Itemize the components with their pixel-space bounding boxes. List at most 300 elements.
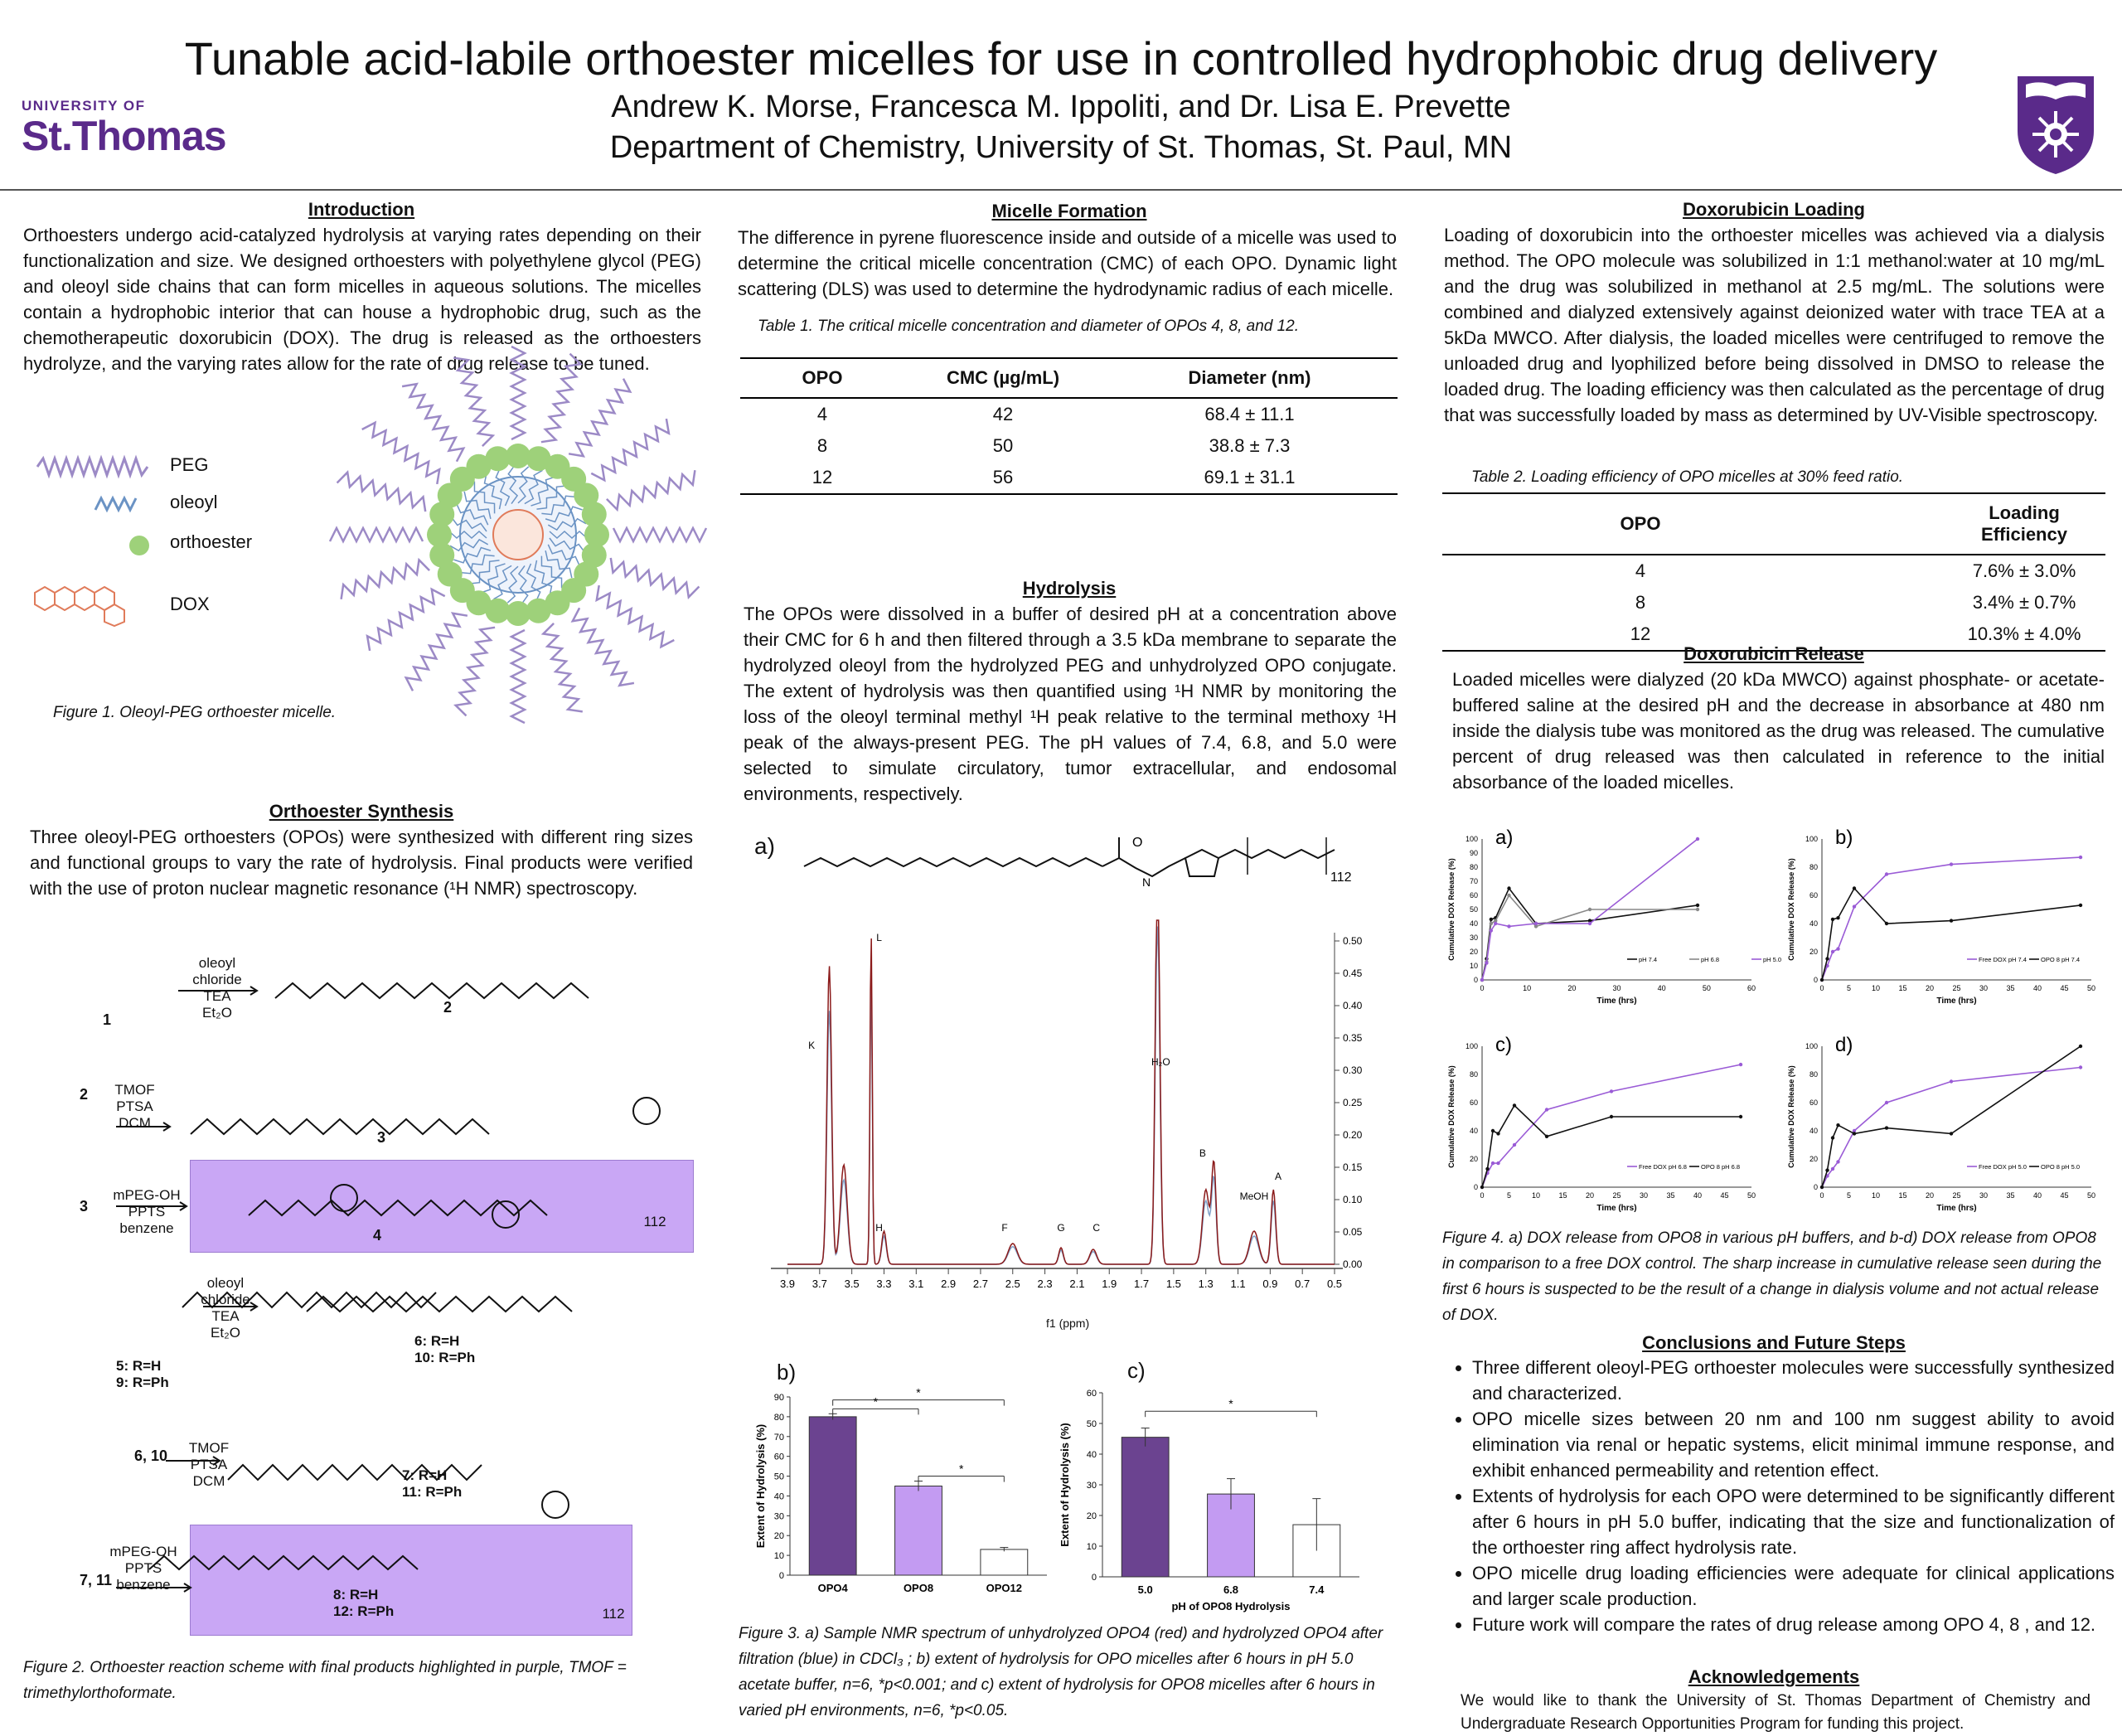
peg-chain <box>402 384 463 462</box>
y-tick-label: 50 <box>1469 905 1478 914</box>
introduction-text: Orthoesters undergo acid-catalyzed hydrolysis at varying rates depending on their functionalization and size. We designed orthoesters with polyethylene glycol (PEG) and oleoyl side chains that can form micelles in aqueous solutions. The micelles contain a hydrophobic interior that can house a hydrophobic drug, such as the chemotherapeutic doxorubicin (DOX). The drug is released as the orthoesters hydrolyze, and the varying rates allow for the rate of drug release to be tuned. <box>23 225 701 374</box>
table2-header-opo: OPO <box>1442 493 1943 555</box>
peg-chain <box>456 628 495 716</box>
x-tick-label: 15 <box>1558 1191 1567 1200</box>
nmr-x-tick-label: 2.7 <box>972 1278 988 1290</box>
nmr-x-tick-label: 2.3 <box>1037 1278 1053 1290</box>
y-tick-label: 0 <box>1813 976 1818 984</box>
nmr-y-tick-label: 0.35 <box>1343 1032 1363 1044</box>
step5-reagents: TMOF PTSA DCM <box>188 1440 230 1489</box>
significance-star: * <box>916 1385 921 1399</box>
y-tick-label: 30 <box>1086 1481 1097 1491</box>
y-tick-label: 80 <box>1469 1070 1478 1079</box>
x-tick-label: 35 <box>2006 984 2015 992</box>
fig4d-line-chart <box>1782 1028 2114 1235</box>
x-tick-label: 20 <box>1567 984 1577 992</box>
compound-4-label: 4 <box>373 1227 382 1244</box>
peg-chain <box>330 528 423 541</box>
data-point <box>1490 918 1493 921</box>
data-point <box>1494 922 1497 925</box>
x-tick-label: 35 <box>2006 1191 2015 1200</box>
data-point <box>1831 950 1834 953</box>
data-point <box>1513 1143 1516 1147</box>
svg-text:O: O <box>1132 836 1143 850</box>
peg-icon <box>37 458 148 475</box>
nmr-peak-label: MeOH <box>1239 1190 1269 1202</box>
fig4b-line-chart <box>1782 821 2114 1028</box>
y-tick-label: 40 <box>1086 1450 1097 1460</box>
y-axis-label: Extent of Hydrolysis (%) <box>1059 1423 1071 1547</box>
data-point <box>2079 1065 2082 1069</box>
peg-chain <box>367 589 445 651</box>
compound-3-label: 3 <box>377 1129 386 1146</box>
bar <box>895 1486 942 1576</box>
alkyl-chain <box>275 983 589 998</box>
synthesis-heading: Orthoester Synthesis <box>269 801 454 822</box>
peg-chain <box>453 358 492 446</box>
data-point <box>1739 1063 1742 1066</box>
y-axis-label: Cumulative DOX Release (%) <box>1447 858 1456 961</box>
peg-chain <box>541 354 580 443</box>
nmr-peak-label: K <box>808 1040 816 1051</box>
data-point <box>1950 1132 1953 1135</box>
nmr-peak-label: H₂O <box>1151 1056 1170 1068</box>
data-point <box>1820 1186 1824 1189</box>
table-cell: 4 <box>1635 560 1646 581</box>
table1-header-diameter: Diameter (nm) <box>1102 358 1398 398</box>
data-point <box>1825 1168 1829 1171</box>
nmr-x-tick-label: 2.5 <box>1005 1278 1020 1290</box>
table-cell: 50 <box>992 435 1014 456</box>
category-label: OPO8 <box>903 1582 934 1594</box>
x-tick-label: 5 <box>1846 984 1852 992</box>
data-point <box>1836 947 1839 950</box>
x-tick-label: 40 <box>2032 984 2042 992</box>
nmr-y-tick-label: 0.00 <box>1343 1258 1363 1270</box>
logo-top-text: UNIVERSITY OF <box>22 98 146 114</box>
x-tick-label: 40 <box>2032 1191 2042 1200</box>
nmr-y-tick-label: 0.40 <box>1343 1000 1363 1011</box>
data-point <box>1588 922 1592 925</box>
poster-title: Tunable acid-labile orthoester micelles for use in controlled hydrophobic drug delivery <box>184 32 1938 85</box>
cmc-table <box>740 357 1398 495</box>
university-shield-icon <box>2014 73 2097 176</box>
y-tick-label: 0 <box>1813 1183 1818 1191</box>
step5-start-label: 6, 10 <box>134 1447 168 1464</box>
data-point <box>1885 922 1888 925</box>
y-tick-label: 50 <box>1086 1419 1097 1429</box>
legend-label: pH 5.0 <box>1763 956 1782 963</box>
table-cell: 7.6% ± 3.0% <box>1972 560 2076 581</box>
data-point <box>1825 957 1829 960</box>
data-point <box>1545 1108 1548 1111</box>
step2-reagents: TMOF PTSA DCM <box>114 1082 155 1131</box>
nmr-x-tick-label: 1.9 <box>1102 1278 1117 1290</box>
hydrolysis-heading: Hydrolysis <box>1022 578 1117 599</box>
table-cell: 10.3% ± 4.0% <box>1943 618 2105 651</box>
data-point <box>1820 978 1824 982</box>
nmr-peak-label: L <box>876 932 882 943</box>
y-tick-label: 20 <box>1469 948 1478 956</box>
y-tick-label: 20 <box>1809 948 1818 956</box>
x-tick-label: 10 <box>1871 984 1881 992</box>
introduction-heading: Introduction <box>308 199 415 220</box>
data-point <box>1696 837 1699 841</box>
conclusions-heading: Conclusions and Future Steps <box>1642 1332 1906 1353</box>
x-axis-label: pH of OPO8 Hydrolysis <box>1171 1600 1291 1612</box>
bar <box>981 1549 1028 1575</box>
acknowledgements-text: We would like to thank the University of St. Thomas Department of Chemistry and Undergraduate Research Opportunities Program for funding this project. <box>1461 1692 2091 1733</box>
y-tick-label: 70 <box>1469 877 1478 885</box>
figure2-caption: Figure 2. Orthoester reaction scheme with final products highlighted in purple, TMOF = trimethylorthoformate. <box>23 1659 627 1702</box>
bar <box>1122 1438 1169 1577</box>
y-axis-label: Cumulative DOX Release (%) <box>1447 1065 1456 1168</box>
y-tick-label: 0 <box>1473 1183 1478 1191</box>
list-item: • Three different oleoyl-PEG orthoester molecules were successfully synthesized and characterized. <box>1472 1355 2115 1406</box>
x-tick-label: 50 <box>1747 1191 1756 1200</box>
table2-header-efficiency: Loading Efficiency <box>1943 493 2105 555</box>
significance-star: * <box>1228 1397 1233 1411</box>
y-tick-label: 80 <box>773 1412 784 1423</box>
nmr-peak-label: C <box>1092 1222 1101 1234</box>
legend-label: Free DOX pH 5.0 <box>1979 1163 2027 1171</box>
svg-text:N: N <box>1142 875 1151 889</box>
panel-label: d) <box>1835 1034 1853 1056</box>
x-tick-label: 20 <box>1585 1191 1595 1200</box>
peg-chain <box>607 470 695 509</box>
legend-label: OPO 8 pH 6.8 <box>1701 1163 1741 1171</box>
data-point <box>1836 916 1839 919</box>
y-tick-label: 30 <box>1469 933 1478 942</box>
y-tick-label: 0 <box>1473 976 1478 984</box>
data-point <box>1480 978 1484 982</box>
x-tick-label: 30 <box>1639 1191 1649 1200</box>
step6-reagents: mPEG-OH PPTS benzene <box>109 1544 177 1593</box>
x-tick-label: 5 <box>1846 1191 1852 1200</box>
data-point <box>1496 1132 1499 1135</box>
table-cell: 4 <box>816 404 828 424</box>
table-cell: 3.4% ± 0.7% <box>1972 592 2076 613</box>
table-cell: 8 <box>1635 592 1646 613</box>
y-tick-label: 60 <box>1809 1098 1818 1107</box>
list-item: • OPO micelle sizes between 20 nm and 100 nm suggest ability to avoid elimination via renal or hepatic systems, elicit minimal immune response, and exhibit enhanced permeability and retention effect. <box>1472 1406 2115 1483</box>
data-point <box>1480 1186 1484 1189</box>
data-point <box>1831 918 1834 921</box>
data-point <box>1696 904 1699 907</box>
data-point <box>1853 904 1856 908</box>
x-tick-label: 50 <box>2086 984 2096 992</box>
y-tick-label: 100 <box>1465 835 1478 843</box>
table-cell: 56 <box>904 462 1102 494</box>
y-tick-label: 40 <box>773 1491 784 1502</box>
nmr-x-tick-label: 2.1 <box>1069 1278 1085 1290</box>
data-point <box>1696 908 1699 911</box>
peg-chain <box>406 613 468 691</box>
x-axis-label: Time (hrs) <box>1936 997 1977 1006</box>
data-point <box>1491 1129 1495 1132</box>
x-axis-label: Time (hrs) <box>1936 1204 1977 1213</box>
alkyl-chain <box>191 1119 489 1134</box>
dox-icon <box>35 587 124 626</box>
peg-chain <box>569 379 630 457</box>
data-point <box>1853 1132 1856 1135</box>
y-tick-label: 60 <box>1809 891 1818 900</box>
nmr-x-tick-label: 3.5 <box>844 1278 860 1290</box>
y-tick-label: 80 <box>1809 1070 1818 1079</box>
x-tick-label: 5 <box>1506 1191 1512 1200</box>
peg-chain <box>613 528 706 541</box>
dioxolane-ring <box>331 1185 357 1211</box>
data-point <box>1885 1126 1888 1129</box>
table-cell: 12 <box>1442 618 1943 651</box>
dox-loading-heading: Doxorubicin Loading <box>1683 199 1865 220</box>
alkyl-chain <box>249 1200 547 1215</box>
y-tick-label: 40 <box>1469 919 1478 928</box>
nmr-x-tick-label: 3.1 <box>908 1278 924 1290</box>
significance-star: * <box>958 1462 964 1476</box>
nmr-x-tick-label: 3.3 <box>876 1278 892 1290</box>
y-tick-label: 40 <box>1809 1127 1818 1135</box>
data-point <box>2079 1045 2082 1048</box>
peg-chain <box>342 560 429 599</box>
x-tick-label: 50 <box>1702 984 1711 992</box>
x-tick-label: 35 <box>1666 1191 1675 1200</box>
y-tick-label: 100 <box>1805 1042 1818 1050</box>
step6-start-label: 7, 11 <box>80 1572 113 1588</box>
y-tick-label: 100 <box>1805 835 1818 843</box>
y-tick-label: 60 <box>773 1452 784 1462</box>
peg-chain <box>511 630 525 723</box>
series-line <box>1822 889 2081 981</box>
peg-repeat-n-4: 112 <box>643 1214 666 1229</box>
compound-2-label: 2 <box>443 999 453 1016</box>
data-point <box>1490 922 1493 925</box>
nmr-y-tick-label: 0.45 <box>1343 967 1363 979</box>
x-tick-label: 40 <box>1693 1191 1703 1200</box>
y-tick-label: 90 <box>1469 849 1478 857</box>
x-tick-label: 30 <box>1612 984 1621 992</box>
peg-chain <box>362 423 440 484</box>
dox-release-text: Loaded micelles were dialyzed (20 kDa MWCO) against phosphate- or acetate-buffered saline at the desired pH and the decrease in absorbance at 480 nm inside the dialysis tube was monitored as the drug was released. The cumulative percent of drug released was then calculated in reference to the initial absorbance of the loaded micelles. <box>1452 669 2105 793</box>
nmr-x-tick-label: 1.5 <box>1165 1278 1181 1290</box>
table2-caption: Table 2. Loading efficiency of OPO micelles at 30% feed ratio. <box>1471 468 1904 486</box>
data-point <box>1491 1161 1495 1165</box>
category-label: OPO12 <box>986 1582 1023 1594</box>
logo-main-text: St.Thomas <box>22 113 226 159</box>
orthoester-bead <box>582 502 607 526</box>
y-tick-label: 20 <box>1469 1155 1478 1163</box>
dioxane-ring <box>542 1491 569 1518</box>
opo4-structure <box>787 817 1368 916</box>
peg-chain <box>591 419 669 480</box>
hydrolysis-text: The OPOs were dissolved in a buffer of desired pH at a concentration above their CMC for 6 h and then filtered through a 3.5 kDa membrane to separate the hydrolyzed oleoyl from the hydrolyzed PEG and unhydrolyzed OPO conjugate. The extent of hydrolysis was then quantified using ¹H NMR by monitoring the loss of the oleoyl terminal methyl ¹H peak relative to the terminal methoxy ¹H peak of the always-present PEG. The pH values of 7.4, 6.8, and 5.0 were selected to simulate circulatory, tumor extracellular, and endosomal environments, respectively. <box>744 604 1397 804</box>
table1-caption: Table 1. The critical micelle concentration and diameter of OPOs 4, 8, and 12. <box>758 318 1300 335</box>
table1-header-opo: OPO <box>740 358 904 398</box>
peg-chain <box>511 347 525 439</box>
x-tick-label: 45 <box>1720 1191 1729 1200</box>
alkyl-chain <box>149 1556 418 1569</box>
nmr-y-tick-label: 0.30 <box>1343 1064 1363 1076</box>
y-tick-label: 10 <box>1469 962 1478 970</box>
panel-label: c) <box>1495 1034 1512 1056</box>
micelle-formation-text: The difference in pyrene fluorescence inside and outside of a micelle was used to determine the critical micelle concentration (CMC) of each OPO. Dynamic light scattering (DLS) was used to determine the hydrodynamic radius of each micelle. <box>738 227 1397 299</box>
y-tick-label: 10 <box>773 1551 784 1562</box>
legend-label: Free DOX pH 6.8 <box>1639 1163 1687 1171</box>
data-point <box>1507 924 1510 928</box>
synthesis-text: Three oleoyl-PEG orthoesters (OPOs) were synthesized with different ring sizes and functional groups to vary the rate of hydrolysis. Final products were verified with the use of proton nuclear magnetic resonance (¹H NMR) spectroscopy. <box>30 827 693 899</box>
category-label: 6.8 <box>1223 1583 1239 1596</box>
data-point <box>1545 1135 1548 1138</box>
header-divider <box>0 189 2122 191</box>
orthoester-icon <box>129 536 149 555</box>
nmr-x-tick-label: 1.1 <box>1230 1278 1246 1290</box>
nmr-y-tick-label: 0.50 <box>1343 935 1363 947</box>
list-item: • Future work will compare the rates of drug release among OPO 4, 8 , and 12. <box>1472 1612 2115 1637</box>
compounds-5-9-label: 5: R=H 9: R=Ph <box>116 1358 169 1390</box>
nmr-peak-label: G <box>1057 1222 1065 1234</box>
step3-start-label: 3 <box>80 1198 89 1215</box>
nmr-y-tick-label: 0.15 <box>1343 1161 1363 1173</box>
data-point <box>1485 961 1488 964</box>
category-label: 5.0 <box>1137 1583 1153 1596</box>
alkyl-chain <box>307 1297 572 1312</box>
nmr-peak-label: H <box>875 1222 883 1234</box>
peg-chain <box>611 558 700 597</box>
y-tick-label: 70 <box>773 1432 784 1443</box>
data-point <box>1836 1160 1839 1163</box>
table-cell: 42 <box>992 404 1014 424</box>
x-tick-label: 25 <box>1952 984 1961 992</box>
figure1-caption: Figure 1. Oleoyl-PEG orthoester micelle. <box>53 704 337 721</box>
nmr-x-tick-label: 1.7 <box>1134 1278 1150 1290</box>
data-point <box>1610 1089 1613 1093</box>
y-tick-label: 10 <box>1086 1542 1097 1552</box>
category-label: OPO4 <box>817 1582 848 1594</box>
fig3-panel-b-label: b) <box>777 1360 797 1384</box>
data-point <box>1831 1167 1834 1171</box>
legend-label: pH 6.8 <box>1701 956 1720 963</box>
peg-chain <box>573 608 634 686</box>
y-tick-label: 20 <box>1809 1155 1818 1163</box>
y-axis-label: Cumulative DOX Release (%) <box>1787 858 1795 961</box>
oleoyl-icon <box>95 498 136 510</box>
dioxolane-ring <box>633 1098 660 1124</box>
data-point <box>1885 872 1888 875</box>
step2-start-label: 2 <box>80 1086 89 1103</box>
x-tick-label: 0 <box>1480 1191 1485 1200</box>
fig4c-line-chart <box>1442 1028 1774 1235</box>
peg-chain <box>597 585 675 647</box>
category-label: 7.4 <box>1309 1583 1325 1596</box>
nmr-x-tick-label: 0.9 <box>1262 1278 1278 1290</box>
panel-label: a) <box>1495 827 1514 849</box>
legend-label: OPO 8 pH 5.0 <box>2041 1163 2081 1171</box>
x-tick-label: 20 <box>1925 984 1935 992</box>
data-point <box>1490 929 1493 932</box>
nmr-x-tick-label: 1.3 <box>1198 1278 1214 1290</box>
micelle-legend-icons <box>33 452 166 626</box>
y-tick-label: 20 <box>1086 1511 1097 1521</box>
nmr-x-tick-label: 2.9 <box>941 1278 957 1290</box>
step4-reagents: oleoyl chloride TEA Et₂O <box>201 1275 250 1341</box>
data-point <box>1588 908 1592 911</box>
x-tick-label: 15 <box>1898 1191 1907 1200</box>
x-tick-label: 60 <box>1747 984 1756 992</box>
y-tick-label: 40 <box>1809 919 1818 928</box>
nmr-y-tick-label: 0.05 <box>1343 1226 1363 1238</box>
peg-chain <box>543 623 582 712</box>
data-point <box>2079 856 2082 859</box>
x-tick-label: 45 <box>2060 1191 2069 1200</box>
x-tick-label: 40 <box>1657 984 1666 992</box>
y-tick-label: 0 <box>1091 1573 1097 1583</box>
y-axis-label: Extent of Hydrolysis (%) <box>754 1423 767 1549</box>
x-tick-label: 0 <box>1819 984 1824 992</box>
list-item: • OPO micelle drug loading efficiencies were adequate for clinical applications and larger scale production. <box>1472 1560 2115 1612</box>
significance-star: * <box>873 1394 879 1409</box>
data-point <box>1853 886 1856 890</box>
y-tick-label: 60 <box>1469 891 1478 900</box>
x-tick-label: 20 <box>1925 1191 1935 1200</box>
data-point <box>1513 1103 1516 1107</box>
svg-text:112: 112 <box>1330 870 1352 885</box>
y-tick-label: 60 <box>1086 1389 1097 1399</box>
nmr-x-tick-label: 0.5 <box>1326 1278 1343 1290</box>
loading-efficiency-table <box>1442 492 2105 652</box>
fig3b-bar-chart <box>753 1376 1068 1617</box>
x-tick-label: 30 <box>1979 1191 1989 1200</box>
y-tick-label: 0 <box>778 1571 784 1581</box>
x-tick-label: 25 <box>1612 1191 1621 1200</box>
data-point <box>1496 1161 1499 1165</box>
step1-reagents: oleoyl chloride TEA Et₂O <box>192 955 242 1021</box>
dox-release-heading: Doxorubicin Release <box>1684 643 1864 664</box>
y-tick-label: 20 <box>773 1531 784 1542</box>
peg-chain <box>337 473 426 512</box>
fig4a-line-chart <box>1442 821 1782 1028</box>
x-axis-label: Time (hrs) <box>1596 1204 1637 1213</box>
poster-department: Department of Chemistry, University of St. Thomas, St. Paul, MN <box>609 130 1513 165</box>
data-point <box>1507 886 1510 890</box>
compound-1-label: 1 <box>103 1011 112 1028</box>
data-point <box>1950 1079 1953 1083</box>
nmr-xlabel: f1 (ppm) <box>1046 1317 1090 1330</box>
x-tick-label: 45 <box>2060 984 2069 992</box>
legend-label: OPO 8 pH 7.4 <box>2041 956 2081 963</box>
list-item: • Extents of hydrolysis for each OPO were determined to be significantly different after 6 hours in pH 5.0 buffer, indicating that the size and functionalization of the orthoester ring affect hydrolysis rate. <box>1472 1483 2115 1560</box>
nmr-spectrum-chart <box>771 916 1376 1322</box>
x-tick-label: 50 <box>2086 1191 2096 1200</box>
nmr-peak-label: B <box>1199 1147 1206 1159</box>
y-tick-label: 80 <box>1809 863 1818 871</box>
micelle-formation-heading: Micelle Formation <box>991 201 1147 221</box>
x-tick-label: 0 <box>1480 984 1485 992</box>
nmr-peak-label: F <box>1001 1222 1008 1234</box>
legend-orthoester: orthoester <box>170 531 253 552</box>
poster-authors: Andrew K. Morse, Francesca M. Ippoliti, and Dr. Lisa E. Prevette <box>611 90 1511 124</box>
data-point <box>1534 922 1538 925</box>
data-point <box>1507 894 1510 897</box>
nmr-x-tick-label: 3.9 <box>779 1278 796 1290</box>
panel-label: b) <box>1835 827 1853 849</box>
x-tick-label: 10 <box>1531 1191 1541 1200</box>
y-tick-label: 40 <box>1469 1127 1478 1135</box>
table-cell: 38.8 ± 7.3 <box>1209 435 1291 456</box>
acknowledgements-heading: Acknowledgements <box>1688 1666 1860 1687</box>
peg-repeat-n-8-12: 112 <box>602 1606 625 1622</box>
figure3-caption: Figure 3. a) Sample NMR spectrum of unhydrolyzed OPO4 (red) and hydrolyzed OPO4 after filtration (blue) in CDCl₃ ; b) extent of hydrolysis for OPO micelles after 6 hours in pH 5.0 acetate buffer, n=6, *p<0.001; and c) extent of hydrolysis for OPO8 micelles after 6 hours in varied pH environments, n=6, *p<0.05. <box>739 1625 1383 1719</box>
compounds-7-11-label: 7: R=H 11: R=Ph <box>402 1467 463 1500</box>
